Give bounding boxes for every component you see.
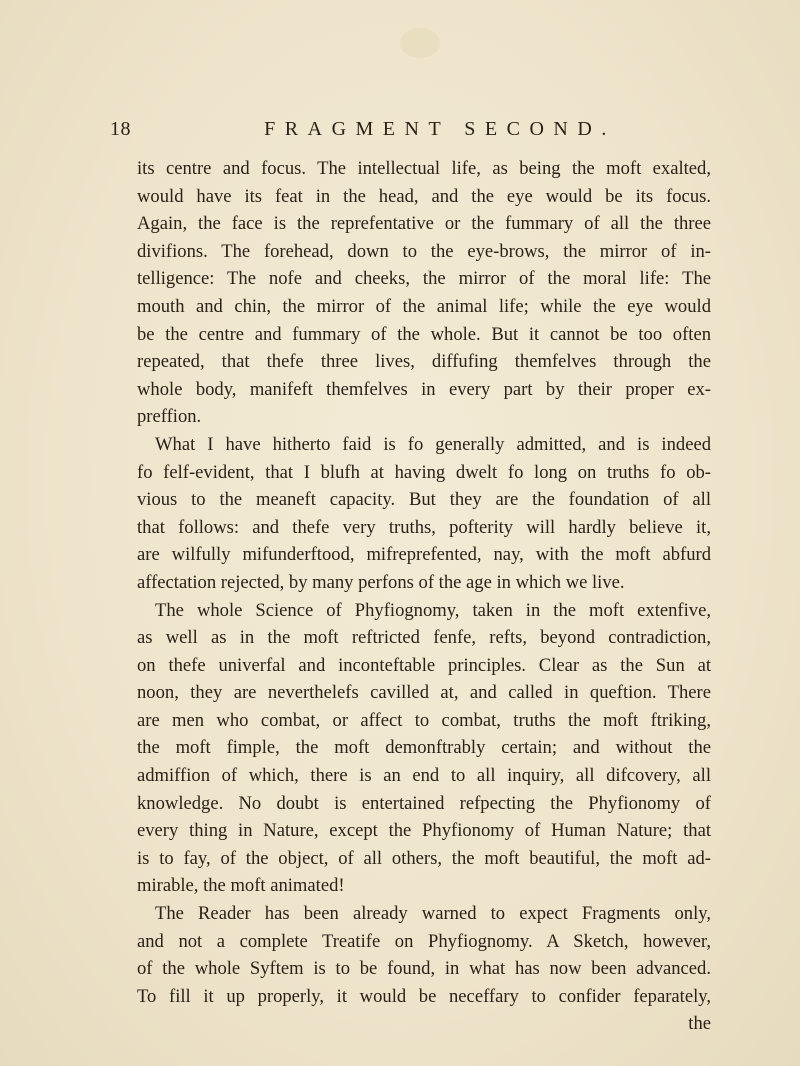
text-line: and not a complete Treatife on Phyfiognomy. A Sketch, however, [137,930,711,952]
text-line: as well as in the moft reftricted fenfe, refts, beyond contradiction, [137,627,711,649]
text-line: are wilfully mifunderftood, mifreprefented, nay, with the moft abfurd [137,544,711,566]
paragraph-start: The Reader has been already warned to expect Fragments only, [155,903,711,925]
text-line: on thefe univerfal and inconteftable principles. Clear as the Sun at [137,654,711,676]
paper-stain [400,28,440,58]
paragraph-start: What I have hitherto faid is fo generally admitted, and is indeed [155,433,711,455]
text-line: mouth and chin, the mirror of the animal life; while the eye would [137,295,711,317]
text-line: its centre and focus. The intellectual life, as being the moft exalted, [137,158,711,179]
text-line: of the whole Syftem is to be found, in what has now been advanced. [137,958,711,980]
text-line: preffion. [137,406,202,428]
running-title: FRAGMENT SECOND. [264,118,616,140]
body-text [137,155,711,1038]
running-header [110,118,710,148]
text-line: vious to the meaneft capacity. But they are the foundation of all [137,489,711,511]
text-line: would have its feat in the head, and the eye would be its focus. [137,185,711,207]
text-line: knowledge. No doubt is entertained refpecting the Phyfionomy of [137,792,711,814]
text-line: Again, the face is the reprefentative or the fummary of all the three [137,213,711,235]
text-line: affectation rejected, by many perfons of the age in which we live. [137,571,625,593]
text-line: is to fay, of the object, of all others, the moft beautiful, the moft ad- [137,847,711,869]
text-line: that follows: and thefe very truths, pofterity will hardly believe it, [137,516,711,538]
text-line: whole body, manifeft themfelves in every part by their proper ex- [137,378,711,400]
paragraph-start: The whole Science of Phyfiognomy, taken in the moft extenfive, [155,599,711,621]
text-line: the moft fimple, the moft demonftrably certain; and without the [137,737,711,759]
page-number: 18 [110,118,131,140]
text-line: divifions. The forehead, down to the eye-brows, the mirror of in- [137,240,711,262]
text-line: telligence: The nofe and cheeks, the mirror of the moral life: The [137,268,711,290]
text-line: admiffion of which, there is an end to all inquiry, all difcovery, all [137,765,711,787]
text-line: fo felf-evident, that I blufh at having dwelt fo long on truths fo ob- [137,461,711,483]
text-line: are men who combat, or affect to combat, truths the moft ftriking, [137,709,711,731]
text-line: noon, they are neverthelefs cavilled at, and called in queftion. There [137,682,711,704]
text-line: mirable, the moft animated! [137,875,345,897]
text-line: be the centre and fummary of the whole. But it cannot be too often [137,323,711,345]
text-line: every thing in Nature, except the Phyfionomy of Human Nature; that [137,820,711,842]
catchword: the [688,1013,711,1035]
text-line: repeated, that thefe three lives, diffufing themfelves through the [137,351,711,373]
text-line: To fill it up properly, it would be neceffary to confider feparately, [137,985,711,1007]
